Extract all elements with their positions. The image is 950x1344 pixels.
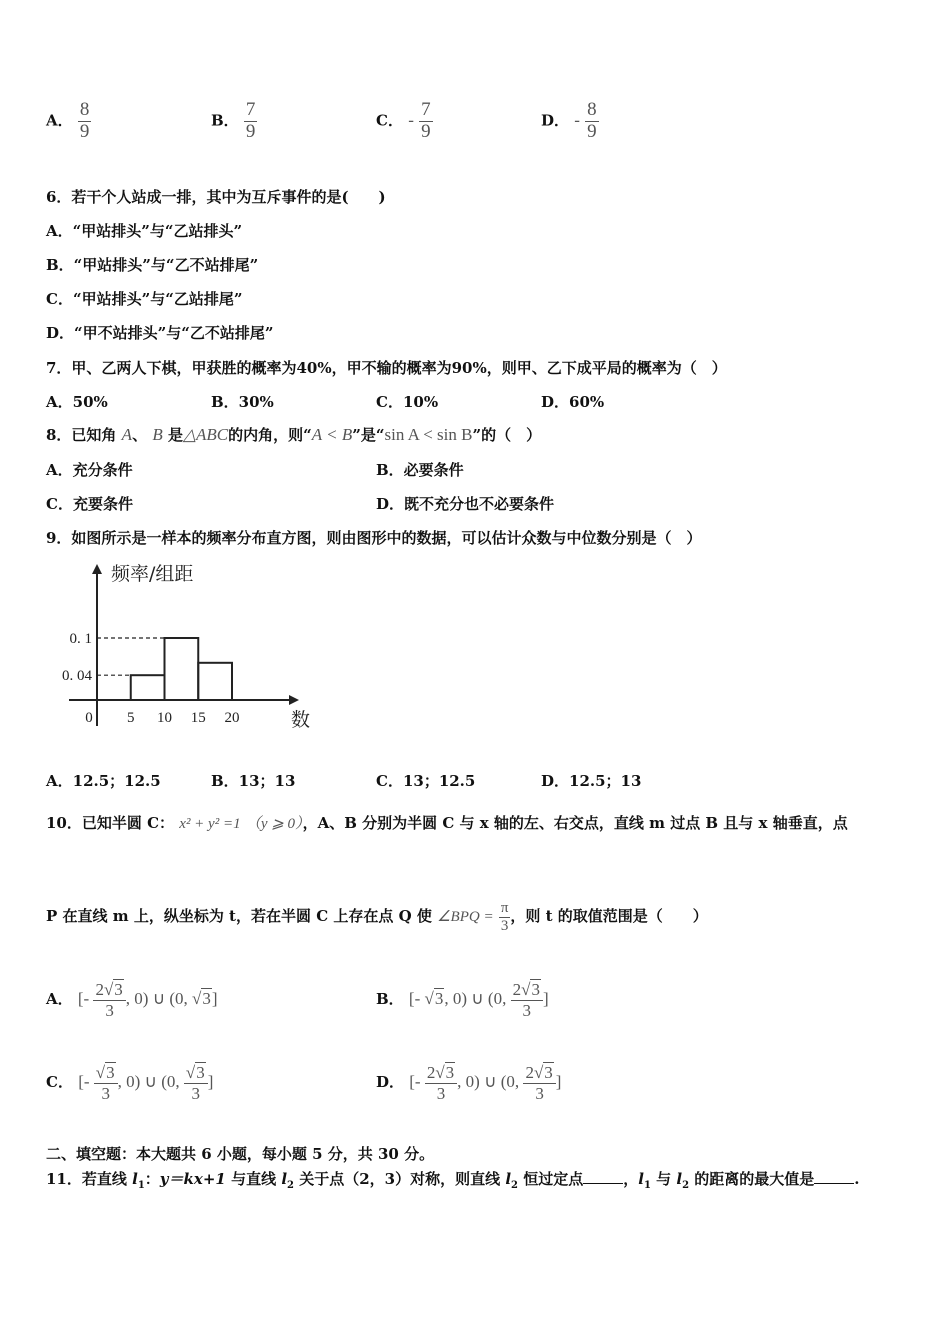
q10-prefix: 10．已知半圆 C：: [46, 814, 175, 832]
histogram-bar: [198, 663, 232, 700]
q5-option-b[interactable]: [211, 100, 257, 143]
q11-mid1: 与直线: [225, 1170, 282, 1188]
denominator: 9: [587, 120, 597, 142]
fraction: [585, 100, 599, 143]
q8-tail: ”的（ ）: [472, 426, 542, 444]
q6-option-a[interactable]: A．“甲站排头”与“乙站排头”: [46, 222, 243, 240]
sub: 1: [643, 1180, 651, 1191]
line-l2: l: [281, 1170, 288, 1188]
answer-blank-1[interactable]: [583, 1171, 623, 1184]
sub: 2: [682, 1180, 690, 1191]
histogram-bar: [131, 675, 165, 700]
option-label: C．: [376, 111, 403, 130]
q8-option-c[interactable]: C．充要条件: [46, 495, 133, 513]
line-l1: l: [638, 1170, 644, 1188]
option-label: D．: [541, 111, 570, 130]
x-tick-label: 5: [127, 710, 135, 726]
condition-a-less-b: A < B: [311, 425, 353, 444]
histogram-axes: [69, 564, 299, 726]
minus-sign: -: [574, 110, 580, 130]
x-axis-title: 数: [291, 709, 311, 731]
period: .: [854, 1170, 860, 1188]
numerator: 8: [79, 99, 90, 120]
line-l1: l: [132, 1170, 138, 1188]
frequency-histogram: [55, 558, 315, 738]
q10-suffix1: ，A、B 分别为半圆 C 与 x 轴的左、右交点，直线 m 过点 B 且与 x 轴垂直，点: [302, 814, 848, 832]
denominator: 9: [79, 120, 90, 142]
angle-b: B: [152, 425, 163, 444]
q9-option-a[interactable]: A．12.5；12.5: [46, 772, 161, 790]
denominator: 9: [245, 120, 256, 142]
y-condition: （y ⩾ 0）: [245, 816, 303, 832]
q8-prefix: 8．已知角: [46, 426, 117, 444]
y-axis-title: 频率/组距: [111, 563, 194, 585]
q11-mid5: 与: [650, 1170, 677, 1188]
q8-mid: ”是“: [352, 426, 385, 444]
denominator: 9: [421, 120, 431, 142]
separator: 、: [132, 426, 148, 444]
q8-is: 是: [167, 426, 183, 444]
circle-equation: x² + y² =1: [179, 816, 241, 832]
q7-option-d[interactable]: D．60%: [541, 393, 605, 411]
option-label: C．: [46, 1072, 73, 1091]
q11-stem: [46, 1168, 860, 1191]
section-heading: 二、填空题：本大题共 6 小题，每小题 5 分，共 30 分。: [46, 1145, 435, 1163]
q7-option-a[interactable]: A．50%: [46, 393, 108, 411]
q9-option-c[interactable]: C．13；12.5: [376, 772, 476, 790]
q6-option-b[interactable]: B．“甲站排头”与“乙不站排尾”: [46, 256, 259, 274]
q8-option-d[interactable]: D．既不充分也不必要条件: [376, 495, 555, 513]
triangle-abc: △ABC: [182, 425, 229, 444]
q6-stem: 6．若干个人站成一排，其中为互斥事件的是( ): [46, 188, 386, 206]
q6-option-c[interactable]: C．“甲站排头”与“乙站排尾”: [46, 290, 243, 308]
numerator: 7: [421, 99, 431, 120]
x-tick-label: 10: [157, 710, 172, 726]
q10-line1: [46, 812, 848, 833]
q9-stem: 9．如图所示是一样本的频率分布直方图，则由图形中的数据，可以估计众数与中位数分别是（ ）: [46, 529, 702, 547]
q10-line2: [46, 900, 708, 934]
q7-option-c[interactable]: C．10%: [376, 393, 439, 411]
option-label: B．: [376, 989, 404, 1008]
y-tick-label: 0. 1: [69, 631, 92, 647]
q10-option-c[interactable]: [46, 1063, 213, 1103]
condition-sin: sin A < sin B: [384, 425, 473, 444]
q10-option-a[interactable]: [46, 980, 218, 1020]
line-equation: y＝kx+1: [159, 1170, 226, 1188]
q10-option-d[interactable]: [376, 1063, 561, 1103]
q11-prefix: 11．若直线: [46, 1170, 133, 1188]
x-axis-arrow: [289, 695, 299, 705]
fraction: [419, 100, 433, 143]
q9-option-b[interactable]: B．13；13: [211, 772, 296, 790]
interval-expression: [- $\frac{√3}{3}$ , 0) ∪ (0, $\frac{√3}{3}$ ]: [78, 1063, 214, 1103]
interval-expression: [- $\frac{2√3}{3}$ , 0) ∪ (0, $\frac{2√3}{3}$ ]: [409, 1063, 562, 1103]
q8-option-b[interactable]: B．必要条件: [376, 461, 464, 479]
y-axis-arrow: [92, 564, 102, 574]
x-tick-label: 20: [224, 710, 240, 726]
numerator: π: [500, 900, 509, 916]
option-label: A．: [46, 111, 73, 130]
numerator: 7: [245, 99, 256, 120]
q10-suffix2: ，则 t 的取值范围是（ ）: [510, 907, 708, 925]
option-label: A．: [46, 989, 73, 1008]
q8-option-a[interactable]: A．充分条件: [46, 461, 133, 479]
option-label: D．: [376, 1072, 405, 1091]
q8-inner: 的内角，则“: [228, 426, 312, 444]
q8-stem: [46, 424, 541, 445]
q10-prefix2: P 在直线 m 上，纵坐标为 t，若在半圆 C 上存在点 Q 使: [46, 907, 432, 925]
numerator: 8: [587, 99, 597, 120]
fraction: [244, 100, 258, 143]
q6-option-d[interactable]: D．“甲不站排头”与“乙不站排尾”: [46, 324, 274, 342]
q11-mid3: 恒过定点: [517, 1170, 584, 1188]
histogram-bars: [131, 638, 232, 700]
sub: 2: [287, 1180, 294, 1191]
angle-a: A: [121, 425, 133, 444]
q7-option-b[interactable]: B．30%: [211, 393, 274, 411]
interval-expression: [- √3, 0) ∪ (0, $\frac{2√3}{3}$ ]: [408, 980, 549, 1020]
fraction: [78, 100, 92, 143]
interval-expression: [- $\frac{2√3}{3}$ , 0) ∪ (0, √3]: [77, 980, 218, 1020]
histogram-bar: [165, 638, 199, 700]
pi-over-3: [499, 900, 511, 934]
sub: 2: [511, 1180, 518, 1191]
answer-blank-2[interactable]: [814, 1171, 854, 1184]
line-l2: l: [676, 1170, 683, 1188]
q5-option-d[interactable]: [541, 100, 599, 143]
histogram-labels: [62, 563, 310, 731]
line-l2: l: [505, 1170, 512, 1188]
denominator: 3: [500, 917, 509, 934]
q9-option-d[interactable]: D．12.5；13: [541, 772, 642, 790]
angle-bpq: ∠BPQ =: [437, 909, 494, 925]
q11-mid6: 的距离的最大值是: [689, 1170, 815, 1188]
option-label: B．: [211, 111, 239, 130]
q10-option-b[interactable]: [376, 980, 549, 1020]
q11-mid2: 关于点（2，3）对称，则直线: [293, 1170, 506, 1188]
q7-stem: 7．甲、乙两人下棋，甲获胜的概率为40%，甲不输的概率为90%，则甲、乙下成平局的概率为（ ）: [46, 359, 727, 377]
minus-sign: -: [408, 110, 414, 130]
colon: ：: [144, 1170, 160, 1188]
q5-option-c[interactable]: [376, 100, 433, 143]
sub: 1: [137, 1180, 145, 1191]
x-tick-label: 15: [190, 710, 206, 726]
x-tick-label: 0: [85, 710, 93, 726]
q5-option-a[interactable]: [46, 100, 91, 143]
q11-mid4: ，: [623, 1170, 639, 1188]
y-tick-label: 0. 04: [62, 668, 92, 685]
